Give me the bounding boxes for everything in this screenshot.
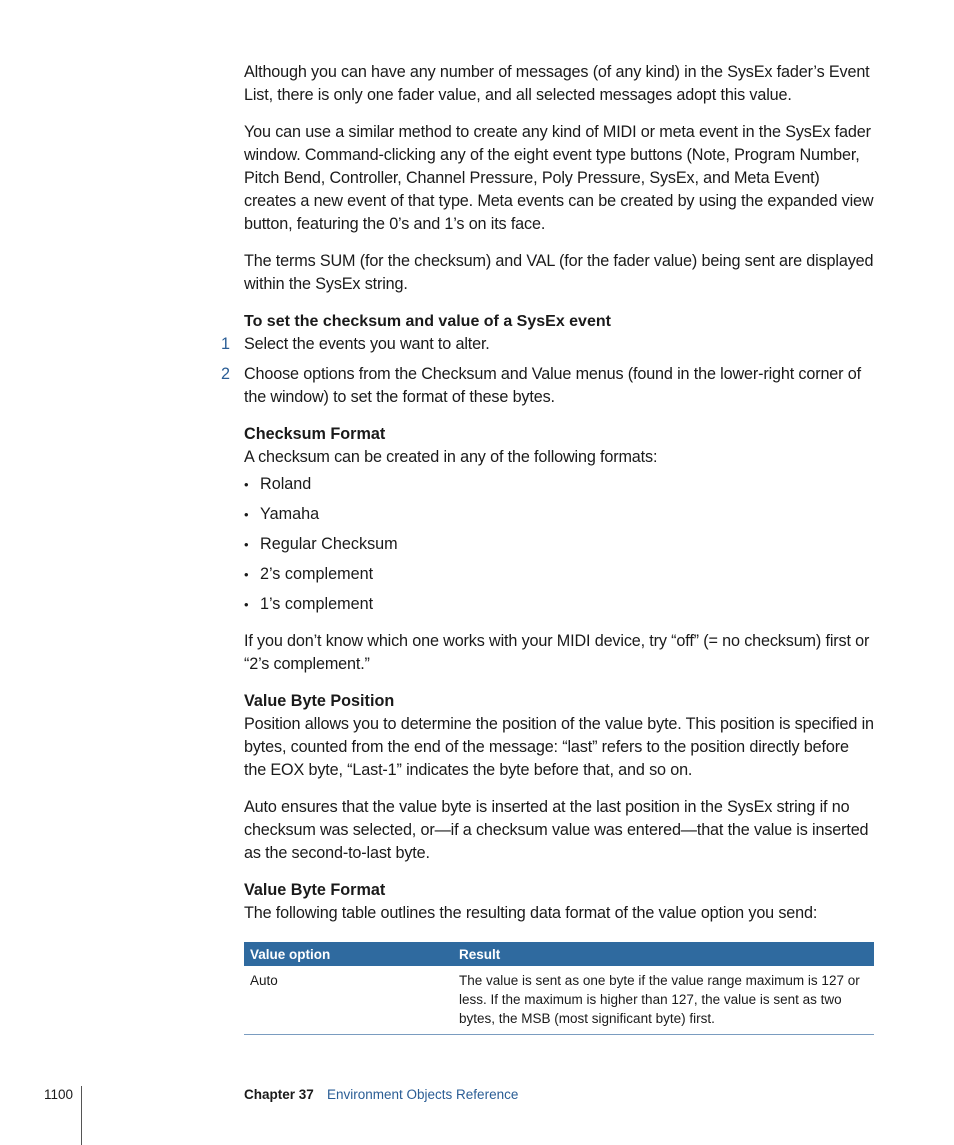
step-text: Select the events you want to alter. xyxy=(244,335,490,353)
step-item xyxy=(221,363,874,409)
value-format-table xyxy=(244,942,874,1035)
footer-divider xyxy=(81,1086,82,1145)
chapter-title-link[interactable]: Environment Objects Reference xyxy=(327,1087,519,1102)
table-header-result: Result xyxy=(453,942,874,966)
bullet-icon: • xyxy=(244,567,249,582)
page-content xyxy=(221,61,874,1035)
paragraph-meta-events: You can use a similar method to create any kind of MIDI or meta event in the SysEx fader window. Command-clicking any of the eight event type buttons (Note, Program Number, Pitch Bend, Controller, Channel Pressure, Poly Pressure, SysEx, and Meta Event) creates a new event of that type. Meta events can be created by using the expanded view button, featuring the 0’s and 1’s on its face. xyxy=(244,123,874,233)
checksum-format-heading: Checksum Format xyxy=(244,425,386,443)
bullet-icon: • xyxy=(244,537,249,552)
table-cell-result: The value is sent as one byte if the value range maximum is 127 or less. If the maximum is higher than 127, the value is sent as two bytes, the MSB (most significant byte) first. xyxy=(453,966,874,1035)
value-position-paragraph: Position allows you to determine the position of the value byte. This position is specified in bytes, counted from the end of the message: “last” refers to the position directly before the EOX byte, “Last-1” indicates the byte before that, and so on. xyxy=(244,715,874,779)
task-heading: To set the checksum and value of a SysEx event xyxy=(244,313,611,330)
checksum-note: If you don’t know which one works with your MIDI device, try “off” (= no checksum) first or “2’s complement.” xyxy=(244,632,870,673)
checksum-format-list xyxy=(244,473,874,616)
bullet-icon: • xyxy=(244,507,249,522)
step-number: 2 xyxy=(221,365,230,383)
paragraph-sum-val: The terms SUM (for the checksum) and VAL (for the fader value) being sent are displayed within the SysEx string. xyxy=(244,252,874,293)
table-header-value-option: Value option xyxy=(244,942,453,966)
step-number: 1 xyxy=(221,335,230,353)
list-item: • Yamaha xyxy=(244,503,874,526)
bullet-icon: • xyxy=(244,597,249,612)
list-item: • Roland xyxy=(244,473,874,496)
checksum-intro: A checksum can be created in any of the following formats: xyxy=(244,448,658,466)
bullet-icon: • xyxy=(244,477,249,492)
list-item: • Regular Checksum xyxy=(244,533,874,556)
value-byte-position-heading: Value Byte Position xyxy=(244,692,395,710)
table-header-row xyxy=(244,942,874,966)
paragraph-event-list: Although you can have any number of messages (of any kind) in the SysEx fader’s Event List, there is only one fader value, and all selected messages adopt this value. xyxy=(244,63,870,104)
list-item: • 2’s complement xyxy=(244,563,874,586)
value-format-intro: The following table outlines the resulting data format of the value option you send: xyxy=(244,904,818,922)
step-text: Choose options from the Checksum and Value menus (found in the lower-right corner of the window) to set the format of these bytes. xyxy=(244,365,861,406)
step-item xyxy=(221,333,874,356)
list-item: • 1’s complement xyxy=(244,593,874,616)
value-byte-format-heading: Value Byte Format xyxy=(244,881,386,899)
auto-paragraph: Auto ensures that the value byte is inserted at the last position in the SysEx string if no checksum was selected, or—if a checksum value was entered—that the value is inserted as the second-to-last byte. xyxy=(244,798,869,862)
chapter-label: Chapter 37 xyxy=(244,1087,314,1102)
table-row xyxy=(244,966,874,1035)
table-cell-option: Auto xyxy=(244,966,453,1035)
page-number: 1100 xyxy=(44,1087,74,1102)
